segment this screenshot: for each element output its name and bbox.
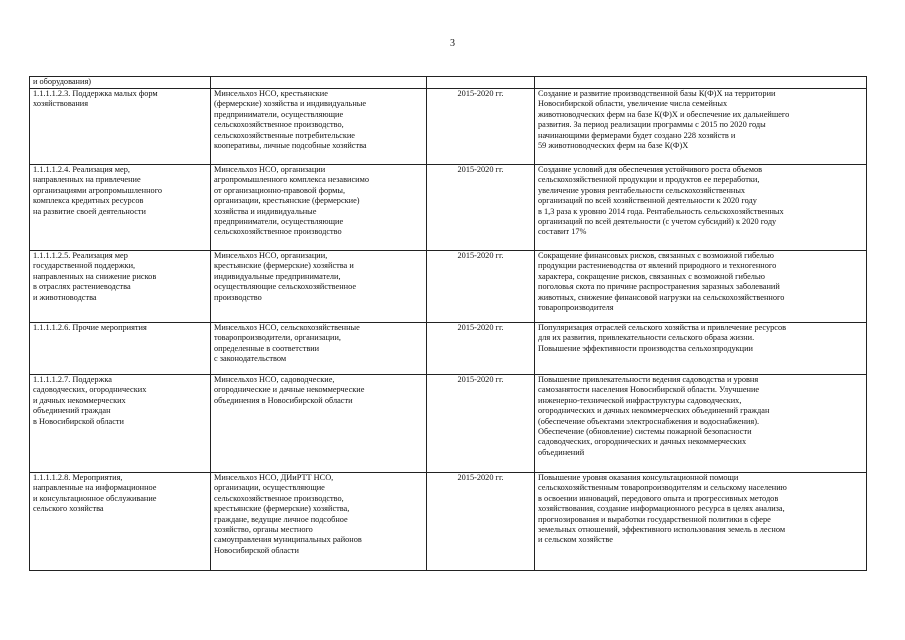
result-cell: [535, 77, 867, 89]
result-cell: Повышение уровня оказания консультационной помощи сельскохозяйственным товаропроизводителям и сельскому населению в освоении инноваций, передового опыта и прогрессивных методов хозяйствования, создание информационного ресурса в целях анализа, прогнозирования и выработки государственной политики в сфере земельных отношений, эффективного использования земель в лесном и сельском хозяйстве: [535, 473, 867, 571]
period-cell: 2015-2020 гг.: [427, 89, 535, 165]
period-cell: 2015-2020 гг.: [427, 473, 535, 571]
table-row: [30, 89, 867, 165]
program-measures-table: [29, 76, 867, 571]
executors-cell: [211, 77, 427, 89]
measure-cell: 1.1.1.1.2.4. Реализация мер, направленных на привлечение организациями агропромышленного комплекса кредитных ресурсов на развитие своей деятельности: [30, 165, 211, 251]
table-row: [30, 323, 867, 375]
period-cell: 2015-2020 гг.: [427, 323, 535, 375]
measure-cell: 1.1.1.1.2.6. Прочие мероприятия: [30, 323, 211, 375]
period-cell: 2015-2020 гг.: [427, 375, 535, 473]
result-cell: Повышение привлекательности ведения садоводства и уровня самозанятости населения Новосибирской области. Улучшение инженерно-технической инфраструктуры садоводческих, огороднических и дачных некоммерческих объединений граждан (обеспечение объектами электроснабжения и водоснабжения). Обеспечение (обновление) системы пожарной безопасности садоводческих, огороднических и дачных некоммерческих объединений: [535, 375, 867, 473]
period-cell: [427, 77, 535, 89]
period-cell: 2015-2020 гг.: [427, 165, 535, 251]
table-row: [30, 473, 867, 571]
table-row: [30, 375, 867, 473]
result-cell: Сокращение финансовых рисков, связанных с возможной гибелью продукции растениеводства от явлений природного и техногенного характера, сокращение рисков, связанных с возможной гибелью поголовья скота по причине распространения заразных заболеваний животных, снижение финансовой нагрузки на сельскохозяйственного товаропроизводителя: [535, 251, 867, 323]
measure-cell: 1.1.1.1.2.8. Мероприятия, направленные на информационное и консультационное обслуживание сельского хозяйства: [30, 473, 211, 571]
measure-cell: 1.1.1.1.2.5. Реализация мер государственной поддержки, направленных на снижение рисков в отраслях растениеводства и животноводства: [30, 251, 211, 323]
executors-cell: Минсельхоз НСО, садоводческие, огороднические и дачные некоммерческие объединения в Новосибирской области: [211, 375, 427, 473]
table-row: [30, 165, 867, 251]
executors-cell: Минсельхоз НСО, сельскохозяйственные товаропроизводители, организации, определенные в соответствии с законодательством: [211, 323, 427, 375]
measure-cell: 1.1.1.1.2.3. Поддержка малых форм хозяйствования: [30, 89, 211, 165]
table-body: [30, 77, 867, 571]
executors-cell: Минсельхоз НСО, организации агропромышленного комплекса независимо от организационно-правовой формы, организации, крестьянские (фермерские) хозяйства и индивидуальные предприниматели, осуществляющие сельскохозяйственное производство: [211, 165, 427, 251]
table-row: [30, 251, 867, 323]
executors-cell: Минсельхоз НСО, ДИиРТТ НСО, организации, осуществляющие сельскохозяйственное производство, крестьянские (фермерские) хозяйства, граждане, ведущие личное подсобное хозяйство, органы местного самоуправления муниципальных районов Новосибирской области: [211, 473, 427, 571]
period-cell: 2015-2020 гг.: [427, 251, 535, 323]
result-cell: Популяризация отраслей сельского хозяйства и привлечение ресурсов для их развития, привлекательности сельского образа жизни. Повышение эффективности производства сельхозпродукции: [535, 323, 867, 375]
measure-cell: и оборудования): [30, 77, 211, 89]
result-cell: Создание и развитие производственной базы К(Ф)Х на территории Новосибирской области, увеличение числа семейных животноводческих ферм на базе К(Ф)Х и обеспечение их дальнейшего развития. За период реализации программы с 2015 по 2020 годы начинающими фермерами будет создано 228 хозяйств и 59 животноводческих ферм на базе К(Ф)Х: [535, 89, 867, 165]
measure-cell: 1.1.1.1.2.7. Поддержка садоводческих, огороднических и дачных некоммерческих объединений граждан в Новосибирской области: [30, 375, 211, 473]
page-number: 3: [450, 38, 455, 49]
result-cell: Создание условий для обеспечения устойчивого роста объемов сельскохозяйственной продукции и продуктов ее переработки, увеличение уровня рентабельности сельскохозяйственных организаций по всей хозяйственной деятельности к 2020 году в 1,3 раза к уровню 2014 года. Рентабельность сельскохозяйственных организаций по всей деятельности (с учетом субсидий) к 2020 году составит 17%: [535, 165, 867, 251]
executors-cell: Минсельхоз НСО, организации, крестьянские (фермерские) хозяйства и индивидуальные предприниматели, осуществляющие сельскохозяйственное производство: [211, 251, 427, 323]
table-row: [30, 77, 867, 89]
executors-cell: Минсельхоз НСО, крестьянские (фермерские) хозяйства и индивидуальные предприниматели, осуществляющие сельскохозяйственное производство, сельскохозяйственные потребительские кооперативы, личные подсобные хозяйства: [211, 89, 427, 165]
